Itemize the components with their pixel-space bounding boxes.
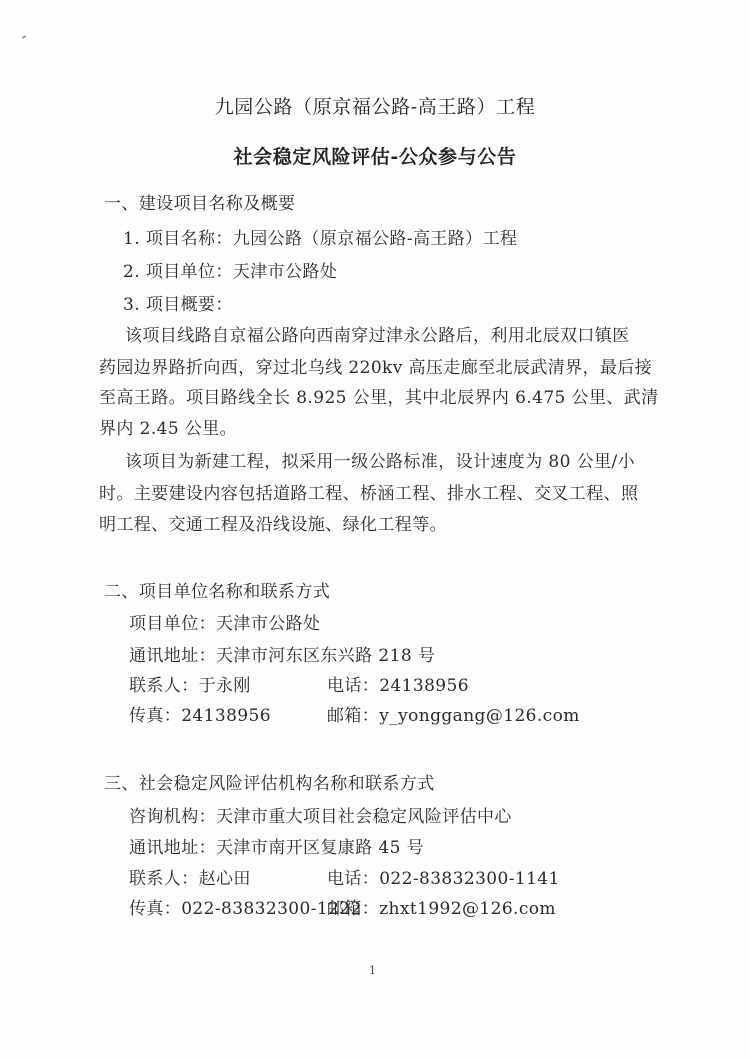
agency-phone: 电话：022-83832300-1141 bbox=[327, 869, 560, 889]
unit-fax: 传真：24138956 bbox=[129, 706, 271, 726]
project-unit: 2. 项目单位：天津市公路处 bbox=[123, 262, 338, 282]
unit-email: 邮箱：y_yonggang@126.com bbox=[327, 706, 580, 726]
agency-address: 通讯地址：天津市南开区复康路 45 号 bbox=[129, 838, 425, 858]
scope-line: 时。主要建设内容包括道路工程、桥涵工程、排水工程、交叉工程、照 bbox=[99, 484, 639, 504]
page-number: 1 bbox=[369, 964, 376, 977]
unit-phone: 电话：24138956 bbox=[327, 676, 469, 696]
overview-line: 该项目线路自京福公路向西南穿过津永公路后，利用北辰双口镇医 bbox=[125, 326, 630, 346]
unit-name: 项目单位：天津市公路处 bbox=[129, 614, 321, 634]
agency-fax: 传真：022-83832300-1222 bbox=[129, 899, 362, 919]
unit-contact-person: 联系人：于永刚 bbox=[129, 676, 251, 696]
scan-speck bbox=[22, 35, 26, 39]
section2-heading: 二、项目单位名称和联系方式 bbox=[104, 582, 331, 602]
scope-line: 明工程、交通工程及沿线设施、绿化工程等。 bbox=[99, 515, 447, 535]
doc-subtitle: 社会稳定风险评估-公众参与公告 bbox=[233, 146, 517, 168]
doc-title: 九园公路（原京福公路-高王路）工程 bbox=[214, 96, 536, 118]
section3-heading: 三、社会稳定风险评估机构名称和联系方式 bbox=[104, 774, 435, 794]
section1-heading: 一、建设项目名称及概要 bbox=[104, 194, 296, 214]
agency-name: 咨询机构：天津市重大项目社会稳定风险评估中心 bbox=[129, 807, 512, 827]
project-overview-label: 3. 项目概要： bbox=[123, 295, 233, 315]
agency-email: 邮箱：zhxt1992@126.com bbox=[327, 899, 556, 919]
unit-address: 通讯地址：天津市河东区东兴路 218 号 bbox=[129, 646, 436, 666]
agency-contact-person: 联系人：赵心田 bbox=[129, 869, 251, 889]
overview-line: 药园边界路折向西，穿过北乌线 220kv 高压走廊至北辰武清界，最后接 bbox=[99, 358, 653, 378]
scope-line: 该项目为新建工程，拟采用一级公路标准，设计速度为 80 公里/小 bbox=[125, 452, 635, 472]
project-name: 1. 项目名称：九园公路（原京福公路-高王路）工程 bbox=[123, 229, 518, 249]
overview-line: 界内 2.45 公里。 bbox=[99, 419, 238, 439]
overview-line: 至高王路。项目路线全长 8.925 公里，其中北辰界内 6.475 公里、武清 bbox=[99, 388, 659, 408]
